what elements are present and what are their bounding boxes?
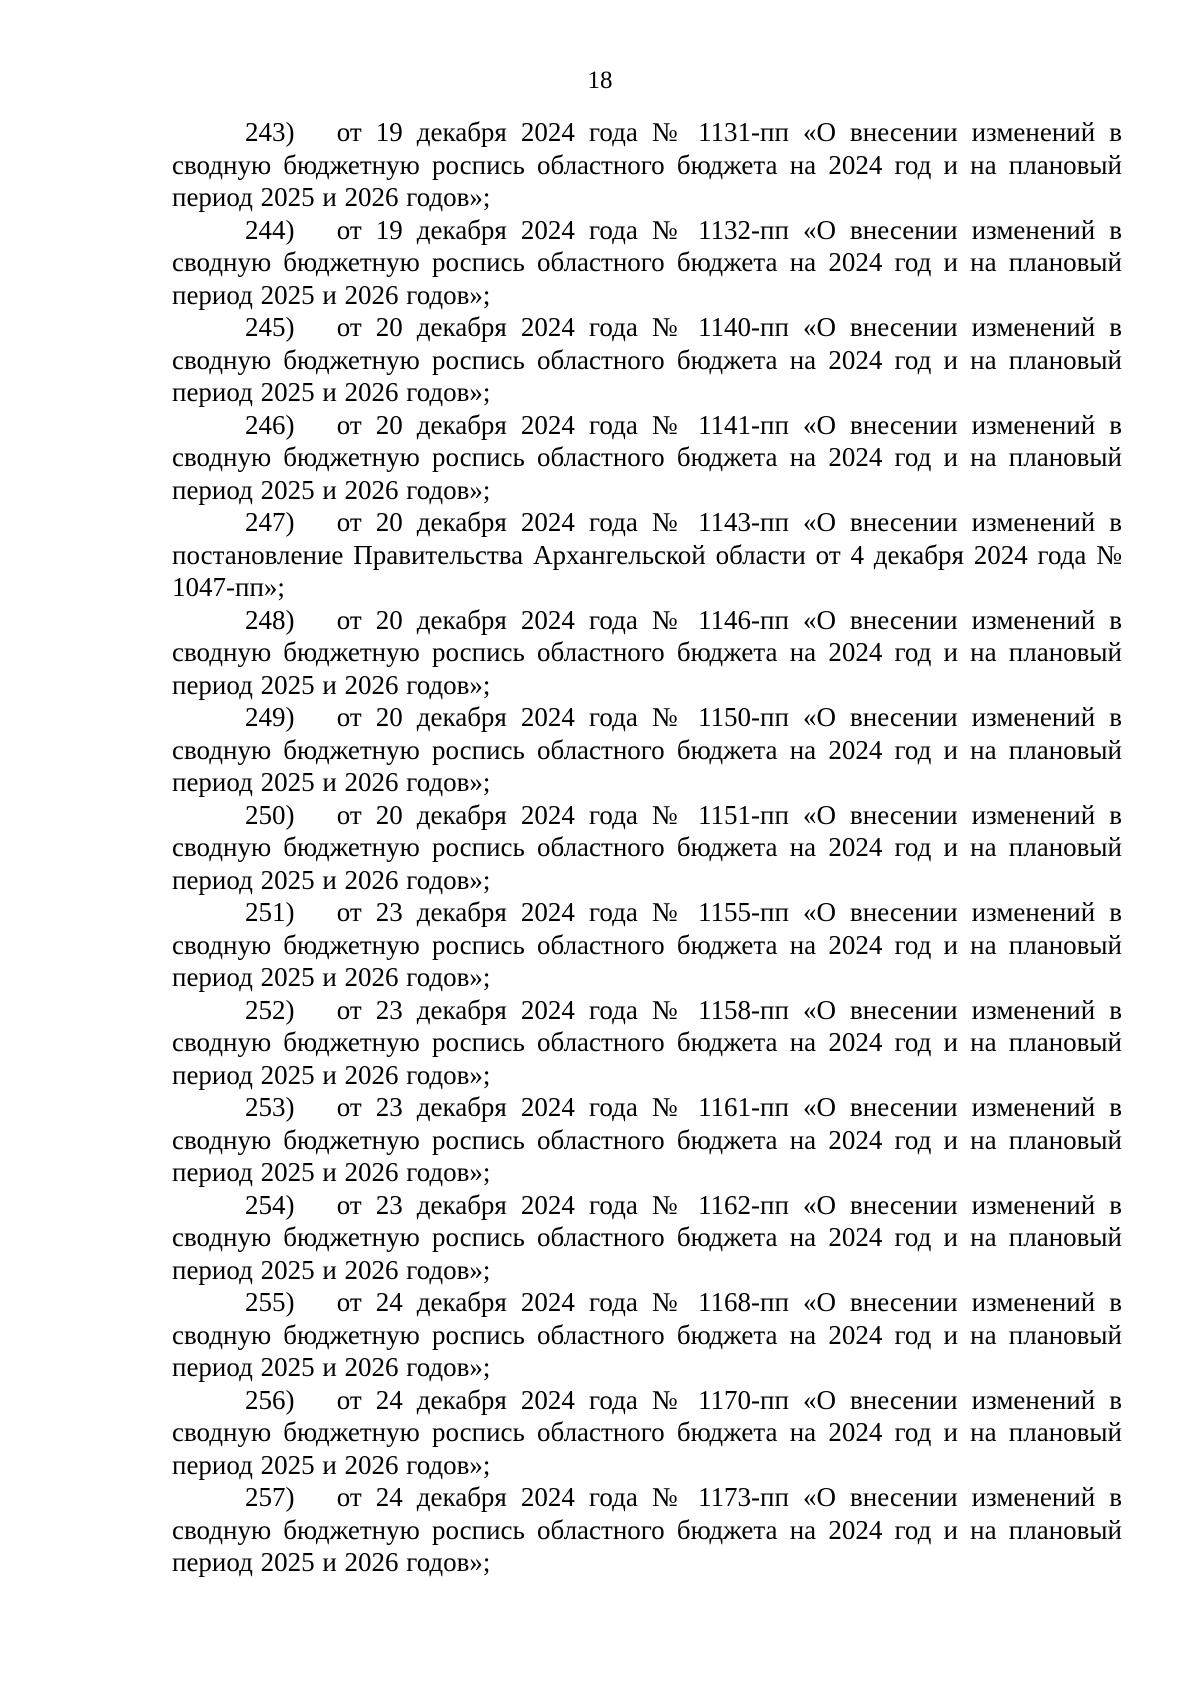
- item-number: 250): [245, 799, 295, 830]
- item-number: 245): [245, 312, 295, 342]
- list-item: [172, 1091, 1122, 1189]
- list-item: [172, 1384, 1122, 1482]
- list-item: [172, 994, 1122, 1092]
- item-text: от 23 декабря 2024 года № 1161-пп «О внесении изменений в сводную бюджетную роспись областного бюджета на 2024 год и на плановый период 2025 и 2026 годов»;: [172, 1092, 1123, 1187]
- list-item: [172, 1481, 1122, 1579]
- item-number: 248): [245, 604, 295, 635]
- list-item: [172, 506, 1122, 604]
- list-item: [172, 896, 1122, 994]
- item-text: от 24 декабря 2024 года № 1170-пп «О внесении изменений в сводную бюджетную роспись областного бюджета на 2024 год и на плановый период 2025 и 2026 годов»;: [172, 1384, 1123, 1480]
- list-item: [172, 116, 1122, 214]
- item-number: 254): [245, 1189, 295, 1220]
- item-text: от 23 декабря 2024 года № 1155-пп «О внесении изменений в сводную бюджетную роспись областного бюджета на 2024 год и на плановый период 2025 и 2026 годов»;: [172, 897, 1123, 992]
- item-number: 246): [245, 409, 295, 440]
- item-text: от 20 декабря 2024 года № 1146-пп «О внесении изменений в сводную бюджетную роспись областного бюджета на 2024 год и на плановый период 2025 и 2026 годов»;: [172, 604, 1123, 700]
- document-body: [172, 116, 1122, 1579]
- list-item: [172, 214, 1122, 312]
- item-text: от 23 декабря 2024 года № 1158-пп «О внесении изменений в сводную бюджетную роспись областного бюджета на 2024 год и на плановый период 2025 и 2026 годов»;: [172, 994, 1123, 1090]
- list-item: [172, 1286, 1122, 1384]
- page-number: 18: [587, 67, 613, 94]
- item-text: от 20 декабря 2024 года № 1140-пп «О внесении изменений в сводную бюджетную роспись областного бюджета на 2024 год и на плановый период 2025 и 2026 годов»;: [172, 312, 1123, 407]
- item-text: от 19 декабря 2024 года № 1132-пп «О внесении изменений в сводную бюджетную роспись областного бюджета на 2024 год и на плановый период 2025 и 2026 годов»;: [172, 214, 1123, 310]
- item-text: от 20 декабря 2024 года № 1143-пп «О внесении изменений в постановление Правительства Архангельской области от 4 декабря 2024 года № 1047-пп»;: [172, 507, 1123, 602]
- list-item: [172, 409, 1122, 507]
- item-number: 253): [245, 1092, 295, 1122]
- list-item: [172, 604, 1122, 702]
- item-number: 252): [245, 994, 295, 1025]
- item-number: 249): [245, 702, 295, 732]
- list-item: [172, 1189, 1122, 1287]
- item-number: 256): [245, 1384, 295, 1415]
- item-text: от 20 декабря 2024 года № 1141-пп «О внесении изменений в сводную бюджетную роспись областного бюджета на 2024 год и на плановый период 2025 и 2026 годов»;: [172, 409, 1123, 505]
- item-text: от 19 декабря 2024 года № 1131-пп «О внесении изменений в сводную бюджетную роспись областного бюджета на 2024 год и на плановый период 2025 и 2026 годов»;: [172, 117, 1123, 212]
- item-number: 251): [245, 897, 295, 927]
- item-text: от 20 декабря 2024 года № 1150-пп «О внесении изменений в сводную бюджетную роспись областного бюджета на 2024 год и на плановый период 2025 и 2026 годов»;: [172, 702, 1123, 797]
- item-text: от 20 декабря 2024 года № 1151-пп «О внесении изменений в сводную бюджетную роспись областного бюджета на 2024 год и на плановый период 2025 и 2026 годов»;: [172, 799, 1123, 895]
- list-item: [172, 701, 1122, 799]
- item-number: 247): [245, 507, 295, 537]
- item-number: 243): [245, 117, 295, 147]
- list-item: [172, 311, 1122, 409]
- list-item: [172, 799, 1122, 897]
- item-number: 257): [245, 1482, 295, 1512]
- item-number: 244): [245, 214, 295, 245]
- item-text: от 24 декабря 2024 года № 1173-пп «О внесении изменений в сводную бюджетную роспись областного бюджета на 2024 год и на плановый период 2025 и 2026 годов»;: [172, 1482, 1123, 1577]
- item-text: от 24 декабря 2024 года № 1168-пп «О внесении изменений в сводную бюджетную роспись областного бюджета на 2024 год и на плановый период 2025 и 2026 годов»;: [172, 1287, 1123, 1382]
- item-number: 255): [245, 1287, 295, 1317]
- item-text: от 23 декабря 2024 года № 1162-пп «О внесении изменений в сводную бюджетную роспись областного бюджета на 2024 год и на плановый период 2025 и 2026 годов»;: [172, 1189, 1123, 1285]
